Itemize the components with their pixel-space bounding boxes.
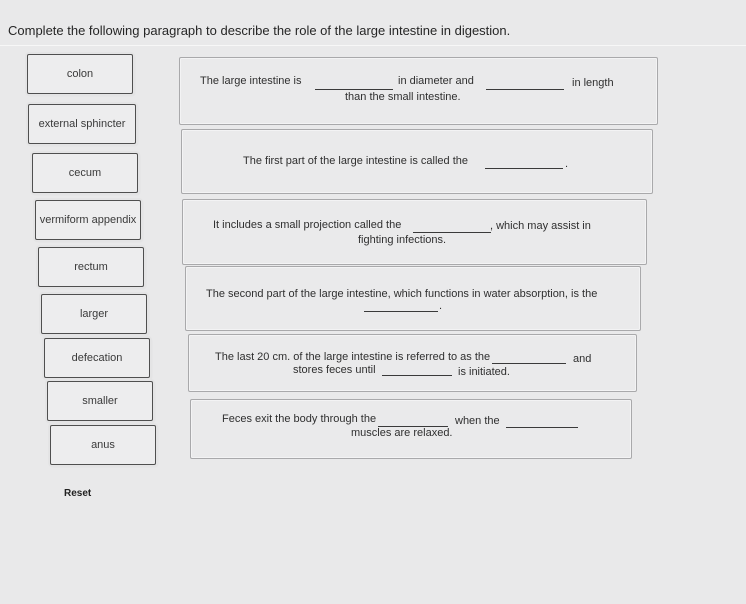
word-tile-smaller[interactable]: smaller — [47, 381, 153, 421]
drop-blank-6b[interactable] — [506, 427, 578, 428]
sentence-box-1 — [179, 57, 658, 125]
word-tile-anus[interactable]: anus — [50, 425, 156, 465]
sentence-1-text-d: than the small intestine. — [345, 91, 461, 103]
sentence-box-2 — [181, 129, 653, 194]
word-tile-larger[interactable]: larger — [41, 294, 147, 334]
word-tile-rectum[interactable]: rectum — [38, 247, 144, 287]
sentence-4-text-b: . — [439, 300, 443, 312]
drop-blank-5b[interactable] — [382, 375, 452, 376]
sentence-5-text-b: and — [573, 353, 592, 365]
sentence-1-text-c: in length — [572, 77, 614, 89]
sentence-box-4 — [185, 266, 641, 331]
drop-blank-1a[interactable] — [315, 89, 393, 90]
drop-blank-2[interactable] — [485, 168, 563, 169]
sentence-6-text-a: Feces exit the body through the — [222, 413, 377, 425]
sentence-box-3 — [182, 199, 647, 265]
sentence-5-text-c: stores feces until — [293, 364, 376, 376]
sentence-5-text-d: is initiated. — [458, 366, 510, 378]
sentence-2-text-a: The first part of the large intestine is called the — [243, 155, 469, 167]
sentence-3-text-c: fighting infections. — [358, 234, 447, 246]
word-tile-colon[interactable]: colon — [27, 54, 133, 94]
word-tile-vermiform-appendix[interactable]: vermiform appendix — [35, 200, 141, 240]
drop-blank-3[interactable] — [413, 232, 491, 233]
word-tile-external-sphincter[interactable]: external sphincter — [28, 104, 136, 144]
sentence-6-text-c: muscles are relaxed. — [351, 427, 453, 439]
sentence-5-text-a: The last 20 cm. of the large intestine is referred to as the — [215, 351, 491, 363]
sentence-1-text-b: in diameter and — [398, 75, 474, 87]
sentence-4-text-a: The second part of the large intestine, which functions in water absorption, is the — [206, 288, 598, 300]
sentence-box-5 — [188, 334, 637, 392]
sentence-1-text-a: The large intestine is — [200, 75, 302, 87]
sentence-3-text-b: , which may assist in — [490, 220, 591, 232]
sentence-box-6 — [190, 399, 632, 459]
divider — [0, 45, 746, 46]
drop-blank-1b[interactable] — [486, 89, 564, 90]
question-title: Complete the following paragraph to describe the role of the large intestine in digestion. — [8, 23, 511, 38]
sentence-6-text-b: when the — [455, 415, 500, 427]
drop-blank-5a[interactable] — [492, 363, 566, 364]
word-tile-defecation[interactable]: defecation — [44, 338, 150, 378]
sentence-3-text-a: It includes a small projection called the — [213, 219, 402, 231]
drop-blank-4[interactable] — [364, 311, 438, 312]
reset-button[interactable]: Reset — [64, 488, 92, 499]
sentence-2-text-b: . — [565, 158, 569, 170]
word-tile-cecum[interactable]: cecum — [32, 153, 138, 193]
